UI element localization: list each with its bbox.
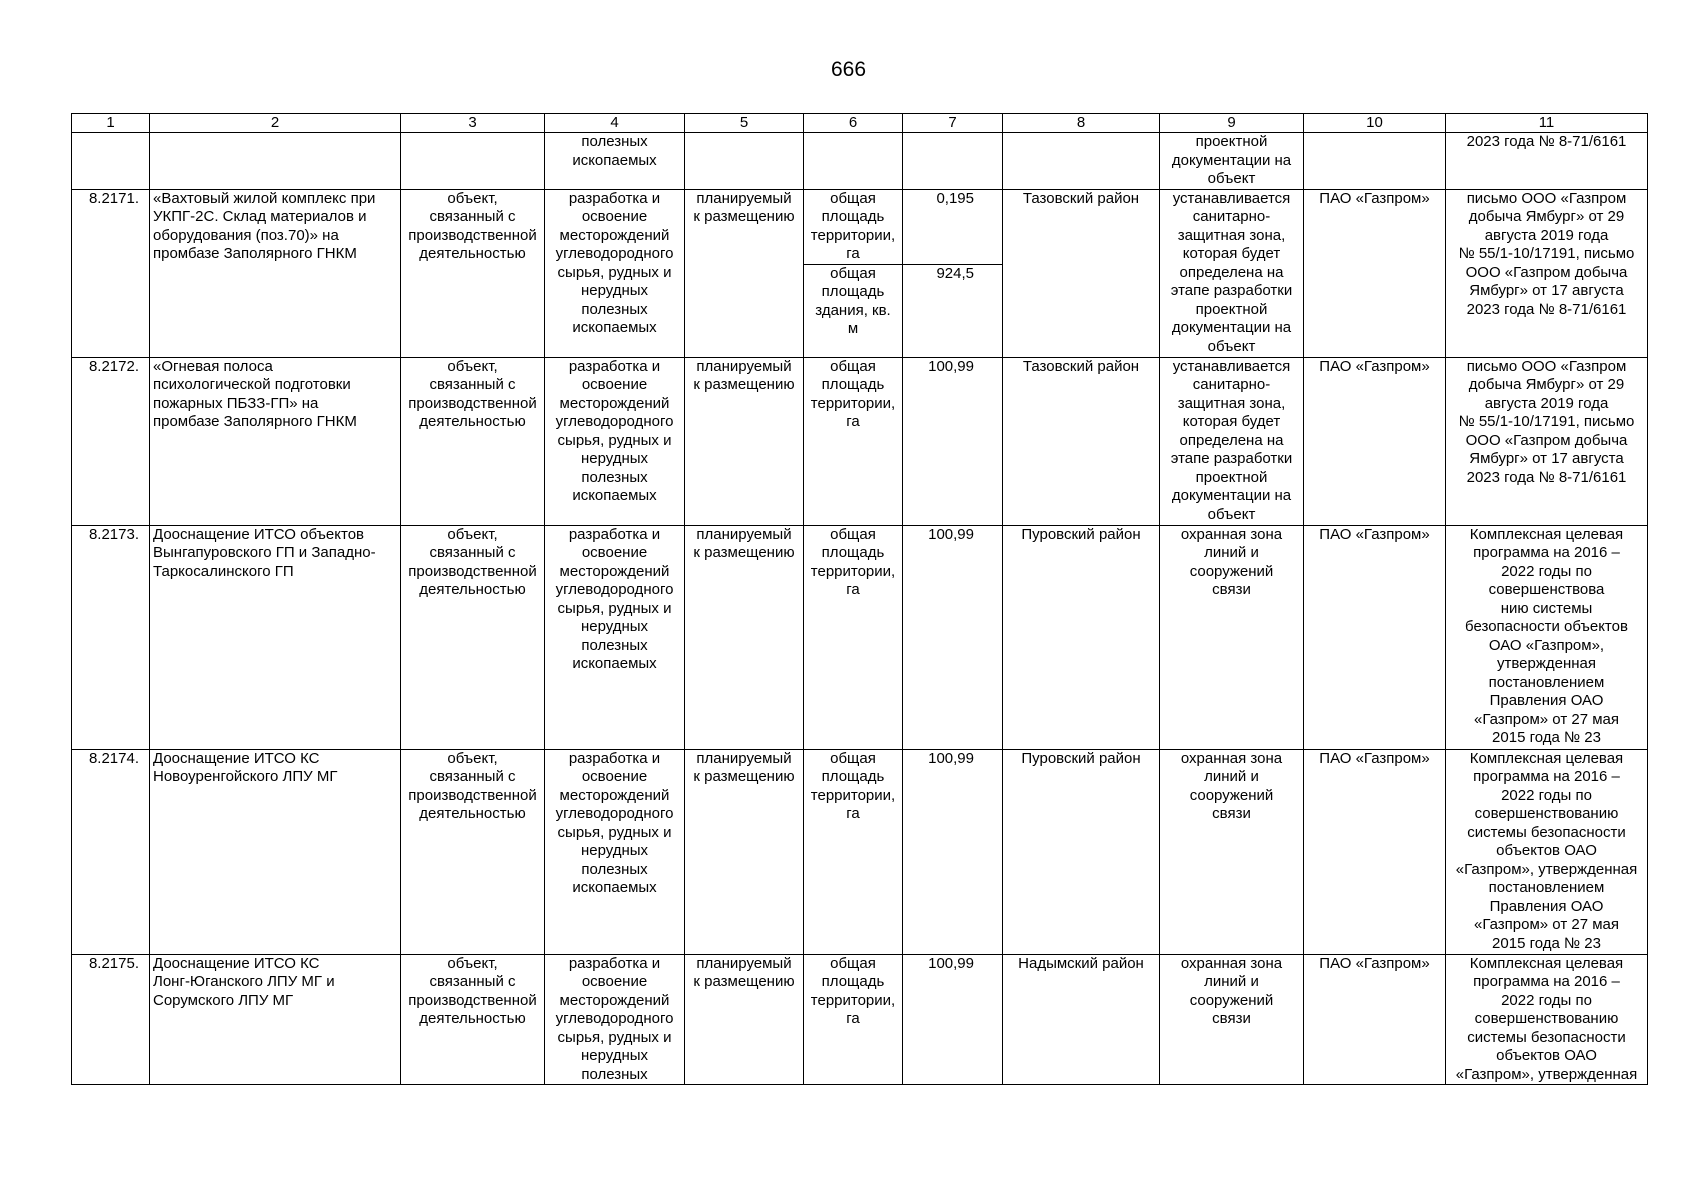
cell-type: объект, связанный с производственной деятельностью xyxy=(401,189,545,357)
cell-zone: охранная зона линий и сооружений связи xyxy=(1160,749,1304,954)
cell-purpose: разработка и освоение месторождений углеводородного сырья, рудных и нерудных полезных ископаемых xyxy=(545,189,685,357)
table-row xyxy=(72,749,1648,954)
column-header: 8 xyxy=(1003,114,1160,133)
cell-status: планируемый к размещению xyxy=(685,189,804,357)
cell-param-name: общая площадь территории, га xyxy=(804,189,903,264)
cell-param-name: общая площадь территории, га xyxy=(804,525,903,749)
cell-number: 8.2172. xyxy=(72,357,150,525)
cell-status: планируемый к размещению xyxy=(685,525,804,749)
cell-owner: ПАО «Газпром» xyxy=(1304,525,1446,749)
cell-purpose: разработка и освоение месторождений углеводородного сырья, рудных и нерудных полезных ископаемых xyxy=(545,525,685,749)
cell-basis: Комплексная целевая программа на 2016 – 2022 годы по совершенствованию системы безопасности объектов ОАО «Газпром», утвержденная постановлением Правления ОАО «Газпром» от 27 мая 2015 года № 23 xyxy=(1446,749,1648,954)
cell-param-value xyxy=(903,133,1003,190)
cell-purpose: полезных ископаемых xyxy=(545,133,685,190)
cell-zone: устанавливается санитарно- защитная зона, которая будет определена на этапе разработки проектной документации на объект xyxy=(1160,189,1304,357)
cell-status: планируемый к размещению xyxy=(685,954,804,1085)
objects-table xyxy=(71,113,1648,1085)
cell-type: объект, связанный с производственной деятельностью xyxy=(401,525,545,749)
column-header: 9 xyxy=(1160,114,1304,133)
cell-owner: ПАО «Газпром» xyxy=(1304,189,1446,357)
cell-type: объект, связанный с производственной деятельностью xyxy=(401,954,545,1085)
cell-number: 8.2174. xyxy=(72,749,150,954)
column-header: 11 xyxy=(1446,114,1648,133)
cell-name: «Огневая полоса психологической подготовки пожарных ПБЗЗ-ГП» на промбазе Заполярного ГНКМ xyxy=(150,357,401,525)
cell-basis: Комплексная целевая программа на 2016 – 2022 годы по совершенствова нию системы безопасности объектов ОАО «Газпром», утвержденная постановлением Правления ОАО «Газпром» от 27 мая 2015 года № 23 xyxy=(1446,525,1648,749)
cell-name: «Вахтовый жилой комплекс при УКПГ-2С. Склад материалов и оборудования (поз.70)» на промбазе Заполярного ГНКМ xyxy=(150,189,401,357)
column-header: 10 xyxy=(1304,114,1446,133)
cell-basis: письмо ООО «Газпром добыча Ямбург» от 29 августа 2019 года № 55/1-10/17191, письмо ООО «Газпром добыча Ямбург» от 17 августа 2023 года № 8-71/6161 xyxy=(1446,357,1648,525)
cell-status: планируемый к размещению xyxy=(685,357,804,525)
table-row xyxy=(72,954,1648,1085)
cell-location: Тазовский район xyxy=(1003,189,1160,357)
cell-name: Дооснащение ИТСО КС Новоуренгойского ЛПУ МГ xyxy=(150,749,401,954)
cell-type: объект, связанный с производственной деятельностью xyxy=(401,357,545,525)
cell-param-name xyxy=(804,133,903,190)
cell-param-value: 100,99 xyxy=(903,525,1003,749)
cell-param-name: общая площадь здания, кв. м xyxy=(804,264,903,357)
cell-basis: 2023 года № 8-71/6161 xyxy=(1446,133,1648,190)
table-row xyxy=(72,189,1648,264)
table-row xyxy=(72,525,1648,749)
cell-param-name: общая площадь территории, га xyxy=(804,749,903,954)
cell-param-value: 100,99 xyxy=(903,749,1003,954)
page-number: 666 xyxy=(830,58,867,81)
cell-number: 8.2175. xyxy=(72,954,150,1085)
cell-number: 8.2173. xyxy=(72,525,150,749)
cell-type xyxy=(401,133,545,190)
cell-param-name: общая площадь территории, га xyxy=(804,357,903,525)
column-header: 6 xyxy=(804,114,903,133)
cell-param-name: общая площадь территории, га xyxy=(804,954,903,1085)
cell-type: объект, связанный с производственной деятельностью xyxy=(401,749,545,954)
cell-status xyxy=(685,133,804,190)
cell-name: Дооснащение ИТСО объектов Вынгапуровского ГП и Западно- Таркосалинского ГП xyxy=(150,525,401,749)
column-header: 2 xyxy=(150,114,401,133)
cell-zone: устанавливается санитарно- защитная зона, которая будет определена на этапе разработки проектной документации на объект xyxy=(1160,357,1304,525)
cell-owner xyxy=(1304,133,1446,190)
column-header: 3 xyxy=(401,114,545,133)
cell-location: Пуровский район xyxy=(1003,525,1160,749)
header-row xyxy=(72,114,1648,133)
cell-number: 8.2171. xyxy=(72,189,150,357)
cell-status: планируемый к размещению xyxy=(685,749,804,954)
cell-name: Дооснащение ИТСО КС Лонг-Юганского ЛПУ МГ и Сорумского ЛПУ МГ xyxy=(150,954,401,1085)
column-header: 1 xyxy=(72,114,150,133)
cell-zone: проектной документации на объект xyxy=(1160,133,1304,190)
cell-param-value: 924,5 xyxy=(903,264,1003,357)
cell-number xyxy=(72,133,150,190)
column-header: 4 xyxy=(545,114,685,133)
cell-location: Тазовский район xyxy=(1003,357,1160,525)
cell-zone: охранная зона линий и сооружений связи xyxy=(1160,525,1304,749)
cell-owner: ПАО «Газпром» xyxy=(1304,954,1446,1085)
cell-name xyxy=(150,133,401,190)
cell-owner: ПАО «Газпром» xyxy=(1304,357,1446,525)
cell-purpose: разработка и освоение месторождений углеводородного сырья, рудных и нерудных полезных ископаемых xyxy=(545,749,685,954)
table-row xyxy=(72,357,1648,525)
cell-location xyxy=(1003,133,1160,190)
cell-param-value: 0,195 xyxy=(903,189,1003,264)
cell-basis: Комплексная целевая программа на 2016 – 2022 годы по совершенствованию системы безопасности объектов ОАО «Газпром», утвержденная xyxy=(1446,954,1648,1085)
cell-purpose: разработка и освоение месторождений углеводородного сырья, рудных и нерудных полезных ископаемых xyxy=(545,357,685,525)
column-header: 7 xyxy=(903,114,1003,133)
cell-owner: ПАО «Газпром» xyxy=(1304,749,1446,954)
cell-location: Пуровский район xyxy=(1003,749,1160,954)
cell-purpose: разработка и освоение месторождений углеводородного сырья, рудных и нерудных полезных xyxy=(545,954,685,1085)
cell-location: Надымский район xyxy=(1003,954,1160,1085)
cell-basis: письмо ООО «Газпром добыча Ямбург» от 29 августа 2019 года № 55/1-10/17191, письмо ООО «Газпром добыча Ямбург» от 17 августа 2023 года № 8-71/6161 xyxy=(1446,189,1648,357)
column-header: 5 xyxy=(685,114,804,133)
cell-zone: охранная зона линий и сооружений связи xyxy=(1160,954,1304,1085)
cell-param-value: 100,99 xyxy=(903,954,1003,1085)
continuation-row xyxy=(72,133,1648,190)
cell-param-value: 100,99 xyxy=(903,357,1003,525)
